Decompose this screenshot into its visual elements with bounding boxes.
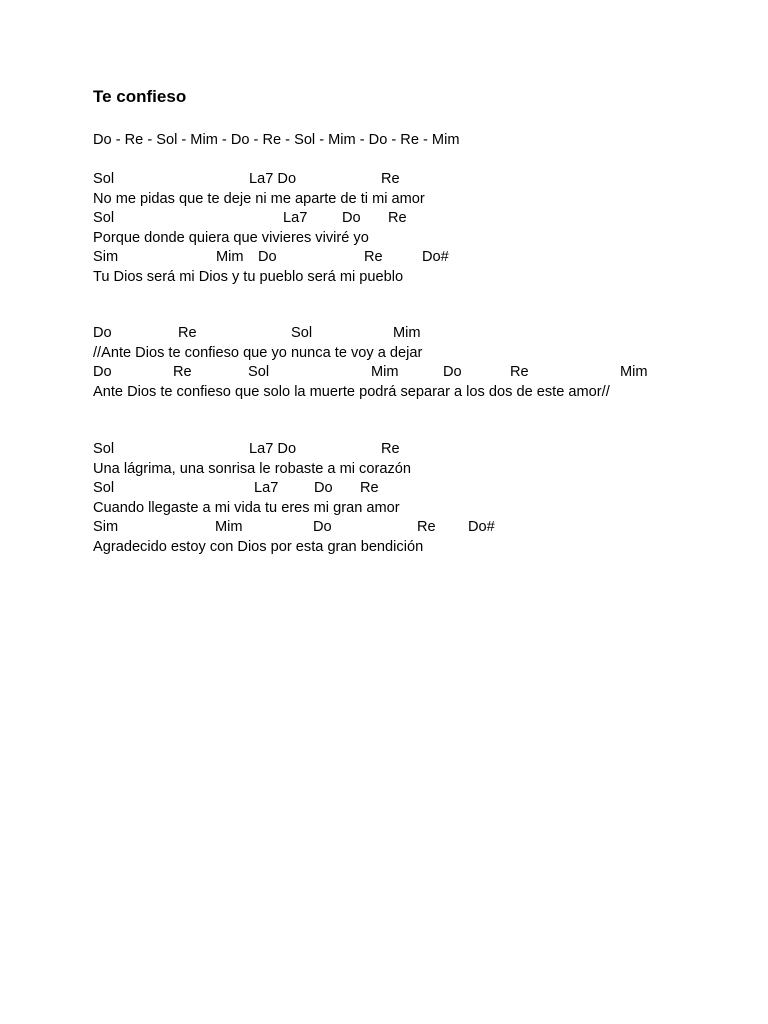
chord: Re bbox=[178, 325, 197, 341]
chord: Sim bbox=[93, 519, 119, 535]
lyric-line: //Ante Dios te confieso que yo nunca te voy a dejar bbox=[93, 344, 423, 361]
chord: Do# bbox=[422, 249, 449, 265]
chord: Re bbox=[417, 519, 436, 535]
chord: Re bbox=[510, 364, 529, 380]
intro-chord-progression: Do - Re - Sol - Mim - Do - Re - Sol - Mim - Do - Re - Mim bbox=[93, 132, 460, 148]
chord: Sim bbox=[93, 249, 119, 265]
chord: Sol bbox=[93, 441, 115, 457]
chord: Re bbox=[173, 364, 192, 380]
chord: Do bbox=[313, 519, 332, 535]
chord: Do bbox=[443, 364, 462, 380]
lyric-line: Cuando llegaste a mi vida tu eres mi gran amor bbox=[93, 499, 400, 516]
lyric-line: No me pidas que te deje ni me aparte de ti mi amor bbox=[93, 190, 425, 207]
chord: Sol bbox=[248, 364, 270, 380]
chord: Do bbox=[93, 325, 112, 341]
chord: La7 Do bbox=[249, 441, 297, 457]
chord: Re bbox=[360, 480, 379, 496]
lyric-line: Porque donde quiera que vivieres viviré yo bbox=[93, 229, 369, 246]
chord: Sol bbox=[93, 480, 115, 496]
chord: Re bbox=[381, 441, 400, 457]
lyric-line: Agradecido estoy con Dios por esta gran bendición bbox=[93, 538, 424, 555]
lyric-line: Una lágrima, una sonrisa le robaste a mi corazón bbox=[93, 460, 411, 477]
chord: Mim bbox=[215, 519, 243, 535]
chord: Sol bbox=[291, 325, 313, 341]
chord: Do# bbox=[468, 519, 495, 535]
chord: Mim bbox=[371, 364, 399, 380]
chord: Sol bbox=[93, 171, 115, 187]
lyric-line: Tu Dios será mi Dios y tu pueblo será mi pueblo bbox=[93, 268, 404, 285]
chord: Do bbox=[314, 480, 333, 496]
chord-line bbox=[93, 518, 733, 538]
chord-line bbox=[93, 170, 733, 190]
chord: Mim bbox=[393, 325, 421, 341]
chord-line bbox=[93, 324, 733, 344]
chord: Sol bbox=[93, 210, 115, 226]
chord: Re bbox=[364, 249, 383, 265]
chord: La7 Do bbox=[249, 171, 297, 187]
chorus bbox=[93, 324, 733, 402]
chord: Do bbox=[258, 249, 277, 265]
chord: La7 bbox=[283, 210, 308, 226]
chord: La7 bbox=[254, 480, 279, 496]
chord: Mim bbox=[620, 364, 648, 380]
chord-line bbox=[93, 209, 733, 229]
chord: Do bbox=[342, 210, 361, 226]
chord-line bbox=[93, 479, 733, 499]
chord-line bbox=[93, 363, 733, 383]
song-title: Te confieso bbox=[93, 87, 187, 106]
chord: Mim bbox=[216, 249, 244, 265]
chord: Re bbox=[388, 210, 407, 226]
verse-2 bbox=[93, 440, 733, 557]
lyric-line: Ante Dios te confieso que solo la muerte podrá separar a los dos de este amor// bbox=[93, 383, 610, 400]
chord-line bbox=[93, 248, 733, 268]
verse-1 bbox=[93, 170, 733, 287]
chord-line bbox=[93, 440, 733, 460]
chord: Re bbox=[381, 171, 400, 187]
chord: Do bbox=[93, 364, 112, 380]
